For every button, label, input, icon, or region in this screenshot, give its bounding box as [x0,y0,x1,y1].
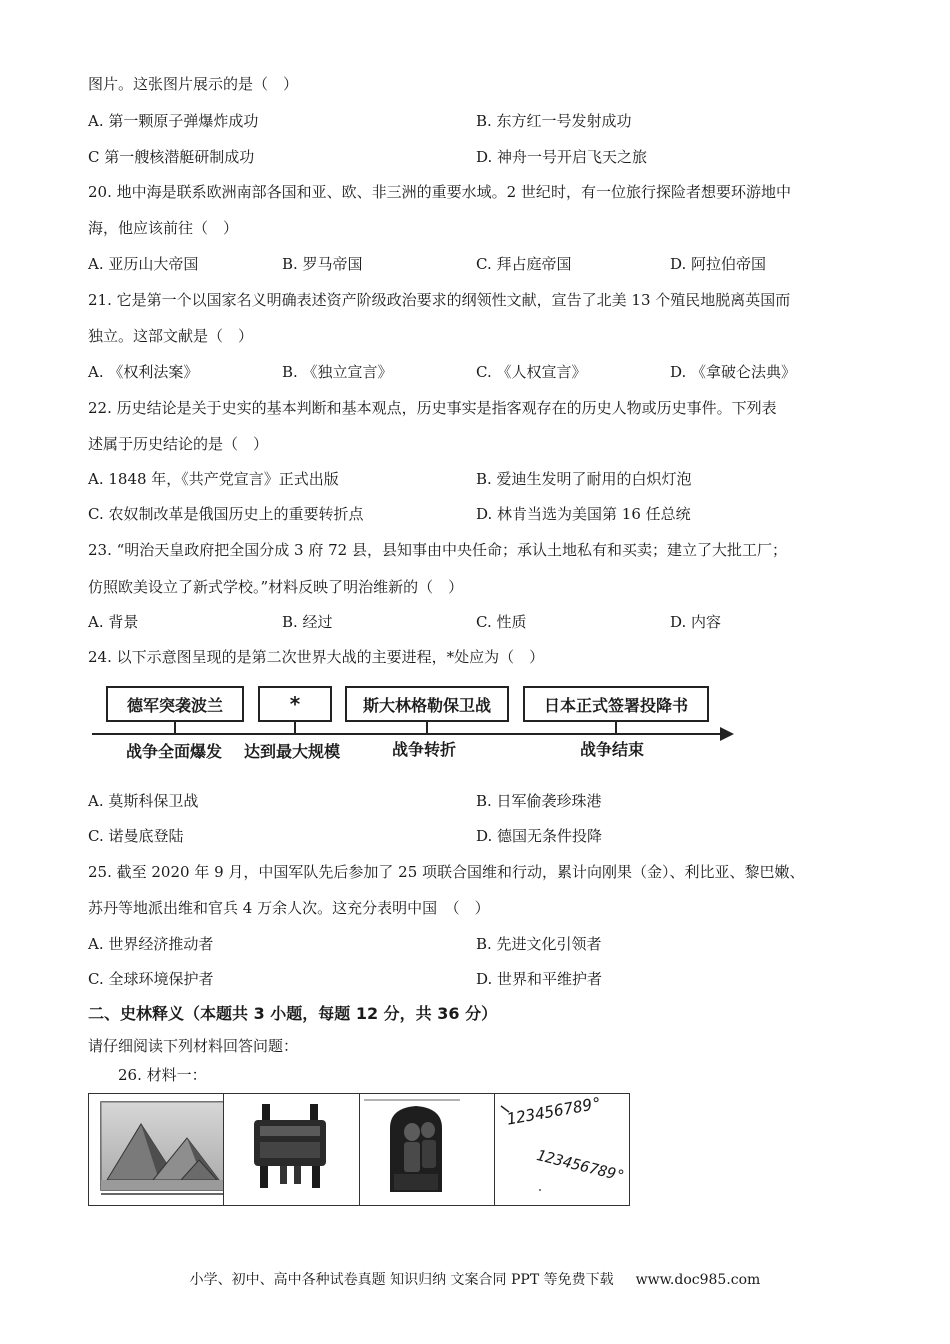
q19-option-b[interactable]: B. 东方红一号发射成功 [476,112,632,130]
q24-option-b[interactable]: B. 日军偷袭珍珠港 [476,792,602,810]
q22-stem-line2: 述属于历史结论的是（ ） [88,435,269,453]
q24-option-d[interactable]: D. 德国无条件投降 [476,827,603,845]
q23-option-c[interactable]: C. 性质 [476,613,527,631]
q26-label: 26. 材料一： [118,1066,207,1084]
q19-option-c[interactable]: C 第一艘核潜艇研制成功 [88,148,255,166]
material-image-table [88,1093,630,1206]
q23-option-a[interactable]: A. 背景 [88,613,139,631]
q25-option-a[interactable]: A. 世界经济推动者 [88,935,214,953]
q22-option-b[interactable]: B. 爱迪生发明了耐用的白炽灯泡 [476,470,692,488]
q20-option-d[interactable]: D. 阿拉伯帝国 [670,255,767,273]
timeline-stage-peak: 达到最大规模 [244,742,341,761]
timeline-axis [92,733,722,735]
q21-option-c[interactable]: C. 《人权宣言》 [476,363,587,381]
q25-option-b[interactable]: B. 先进文化引领者 [476,935,602,953]
image-cell-bronze-ding [224,1094,359,1205]
timeline-stage-end: 战争结束 [580,740,645,759]
q20-option-b[interactable]: B. 罗马帝国 [282,255,363,273]
q21-option-a[interactable]: A. 《权利法案》 [88,363,199,381]
q21-stem-line2: 独立。这部文献是（ ） [88,327,254,345]
q20-stem-line2: 海，他应该前往（ ） [88,219,239,237]
footer-text: 小学、初中、高中各种试卷真题 知识归纳 文案合同 PPT 等免费下载 [189,1272,614,1288]
image-cell-pyramids [89,1094,224,1205]
timeline-arrow-icon [720,727,734,741]
q25-option-c[interactable]: C. 全球环境保护者 [88,970,214,988]
numerals-line1: 123456789° [504,1093,603,1129]
pyramids-icon [89,1094,223,1202]
image-cell-hammurabi-stele [360,1094,495,1205]
q23-stem-line2: 仿照欧美设立了新式学校。”材料反映了明治维新的（ ） [88,578,464,596]
q24-option-a[interactable]: A. 莫斯科保卫战 [88,792,199,810]
timeline-box-japan-surrender: 日本正式签署投降书 [523,686,709,722]
timeline-box-stalingrad: 斯大林格勒保卫战 [345,686,509,722]
q23-stem-line1: 23. “明治天皇政府把全国分成 3 府 72 县，县知事由中央任命；承认土地私有和买卖；建立了大批工厂； [88,541,787,559]
q22-option-a[interactable]: A. 1848 年，《共产党宣言》正式出版 [88,470,339,488]
q20-stem-line1: 20. 地中海是联系欧洲南部各国和亚、欧、非三洲的重要水域。2 世纪时，有一位旅行探险者想要环游地中 [88,183,791,201]
q21-option-b[interactable]: B. 《独立宣言》 [282,363,393,381]
q24-option-c[interactable]: C. 诺曼底登陆 [88,827,184,845]
q21-stem-line1: 21. 它是第一个以国家名义明确表述资产阶级政治要求的纲领性文献，宣告了北美 13 个殖民地脱离英国而 [88,291,791,309]
q21-option-d[interactable]: D. 《拿破仑法典》 [670,363,797,381]
section-title: 二、史林释义（本题共 3 小题，每题 12 分，共 36 分） [88,1004,498,1023]
image-cell-numerals [495,1094,629,1205]
page-footer [0,1269,950,1289]
q19-option-d[interactable]: D. 神舟一号开启飞天之旅 [476,148,648,166]
q20-option-a[interactable]: A. 亚历山大帝国 [88,255,199,273]
section-instruction: 请仔细阅读下列材料回答问题： [88,1037,299,1055]
q24-stem: 24. 以下示意图呈现的是第二次世界大战的主要进程，*处应为（ ） [88,648,545,666]
timeline-stage-turning: 战争转折 [392,740,457,759]
q20-option-c[interactable]: C. 拜占庭帝国 [476,255,572,273]
stele-icon [360,1094,494,1202]
timeline-box-poland: 德军突袭波兰 [106,686,244,722]
numerals-line2: 123456789° [534,1146,627,1186]
q22-option-d[interactable]: D. 林肯当选为美国第 16 任总统 [476,505,691,523]
q25-stem-line1: 25. 截至 2020 年 9 月，中国军队先后参加了 25 项联合国维和行动，累计向刚果（金）、利比亚、黎巴嫩、 [88,863,805,881]
q23-option-d[interactable]: D. 内容 [670,613,722,631]
q25-stem-line2: 苏丹等地派出维和官兵 4 万余人次。这充分表明中国 （ ） [88,899,490,917]
bronze-ding-icon [224,1094,358,1202]
timeline-stage-outbreak: 战争全面爆发 [126,742,223,761]
timeline-box-blank: * [258,686,332,722]
q23-option-b[interactable]: B. 经过 [282,613,333,631]
q22-option-c[interactable]: C. 农奴制改革是俄国历史上的重要转折点 [88,505,364,523]
q25-option-d[interactable]: D. 世界和平维护者 [476,970,603,988]
q19-option-a[interactable]: A. 第一颗原子弹爆炸成功 [88,112,259,130]
footer-url[interactable]: www.doc985.com [635,1272,761,1288]
q22-stem-line1: 22. 历史结论是关于史实的基本判断和基本观点，历史事实是指客观存在的历史人物或历史事件。下列表 [88,399,777,417]
q19-stem: 图片。这张图片展示的是（ ） [88,75,299,93]
